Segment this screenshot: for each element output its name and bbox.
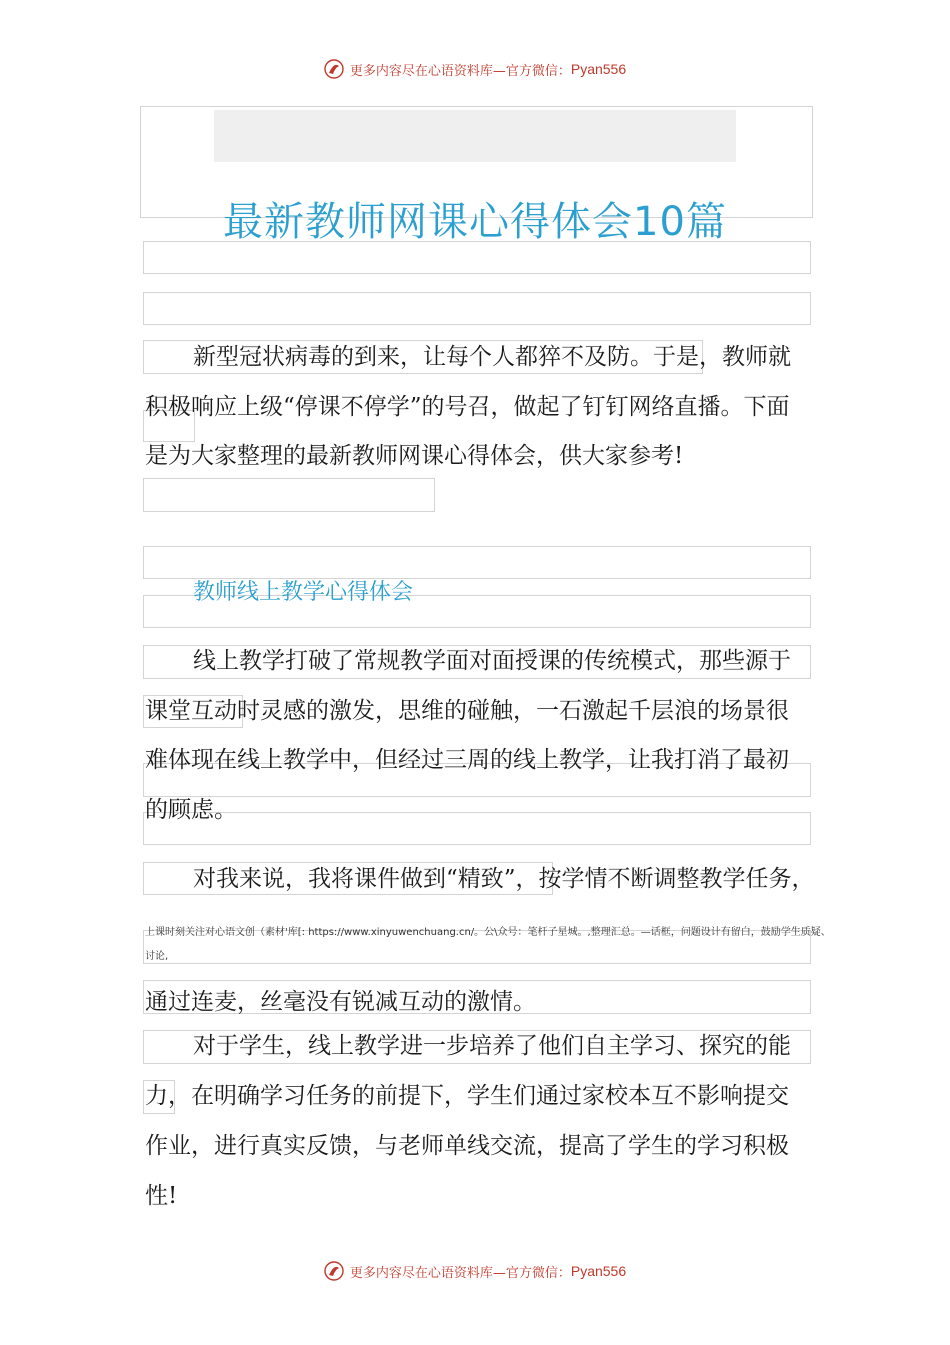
small-print-line: 上课时刻关注对心语文创（素材'库[: https://www.xinyuwenchuang.cn/。公\众号：笔杆子星城。,整理汇总。—话框，问题设计有留白，鼓励学生质疑、 [145,927,831,938]
paragraph-line: 性! [145,1183,178,1209]
intro-line: 新型冠状病毒的到来，让每个人都猝不及防。于是，教师就 [193,344,791,370]
page-header [0,54,950,84]
paragraph-line: 课堂互动时灵感的激发，思维的碰触，一石激起千层浪的场景很 [145,698,789,724]
intro-line: 是为大家整理的最新教师网课心得体会，供大家参考! [145,443,684,469]
empty-field-box [143,812,811,845]
small-print-line: 讨论, [145,951,169,962]
title-placeholder-block [214,110,736,162]
paragraph-line: 作业，进行真实反馈，与老师单线交流，提高了学生的学习积极 [145,1133,789,1159]
paragraph-line: 线上教学打破了常规教学面对面授课的传统模式，那些源于 [193,648,791,674]
paragraph-line: 的顾虑。 [145,797,237,823]
footer-text: 更多内容尽在心语资料库—官方微信： [349,1265,571,1281]
paragraph-line: 对我来说，我将课件做到“精致”，按学情不断调整教学任务， [193,866,815,892]
footer-handle: Pyan556 [570,1263,627,1279]
document-title: 最新教师网课心得体会10篇 [223,199,727,245]
text-field-box [143,478,435,512]
paragraph-line: 难体现在线上教学中，但经过三周的线上教学，让我打消了最初 [145,747,789,773]
header-text: 更多内容尽在心语资料库—官方微信： [349,63,571,79]
brand-logo-icon [324,1261,344,1281]
header-handle: Pyan556 [570,61,627,77]
paragraph-line: 对于学生，线上教学进一步培养了他们自主学习、探究的能 [193,1033,791,1059]
page-footer [0,1256,950,1286]
paragraph-line: 通过连麦，丝毫没有锐减互动的激情。 [145,989,536,1015]
empty-field-box [143,292,811,325]
section-subheading: 教师线上教学心得体会 [193,580,414,605]
intro-line: 积极响应上级“停课不停学”的号召，做起了钉钉网络直播。下面 [145,394,790,420]
brand-logo-icon [324,59,344,79]
paragraph-line: 力，在明确学习任务的前提下，学生们通过家校本互不影响提交 [145,1083,789,1109]
